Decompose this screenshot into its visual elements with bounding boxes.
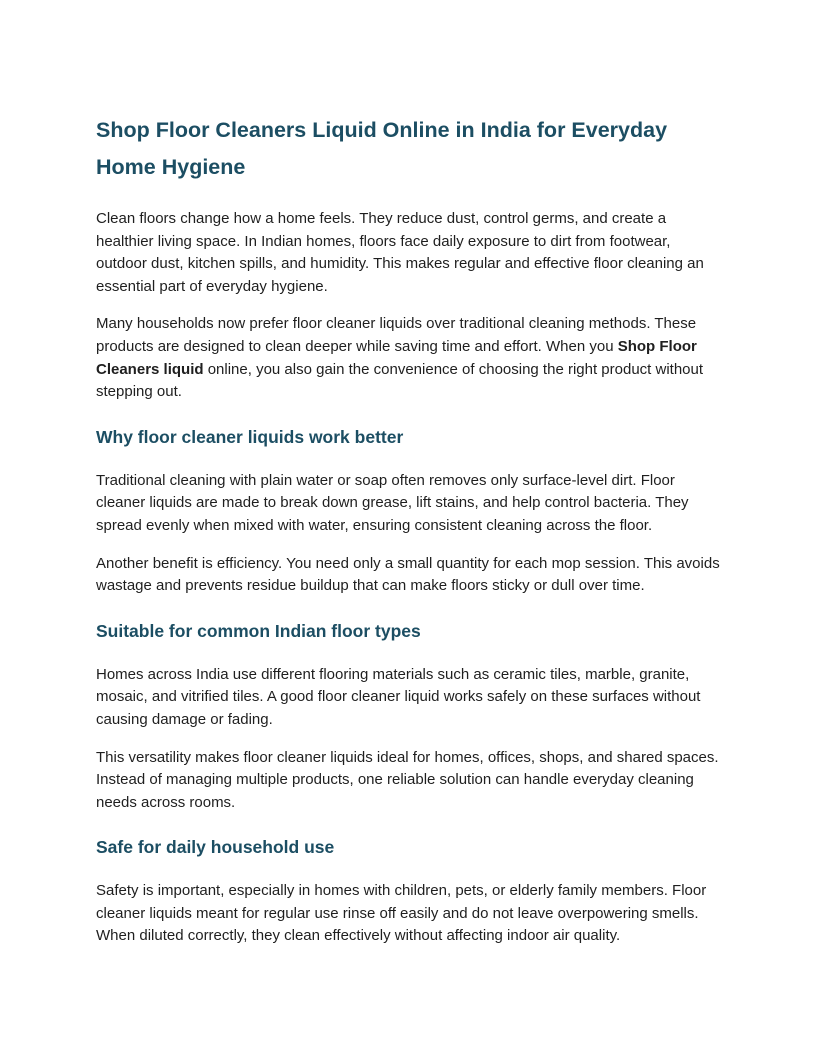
bold-text-shop-floor-cleaners-liquid: Shop Floor Cleaners liquid <box>96 337 697 378</box>
text-run: Traditional cleaning with plain water or soap often removes only surface-level dirt. Floor cleaner liquids are made to break down grease, lift stains, and help control bacteria. They spread evenly when mixed with water, ensuring consistent cleaning across the floor. <box>96 471 689 534</box>
section-heading-why-floor-cleaner-liquids-work-better: Why floor cleaner liquids work better <box>96 426 404 447</box>
section-suitable-for-common-indian-floor-types <box>96 618 720 815</box>
section-paragraph <box>96 880 720 948</box>
section-why-floor-cleaner-liquids-work-better <box>96 424 720 598</box>
text-run: Safety is important, especially in homes with children, pets, or elderly family members. Floor cleaner liquids meant for regular use rinse off easily and do not leave overpowering smells. When diluted correctly, they clean effectively without affecting indoor air quality. <box>96 882 707 945</box>
text-run: online, you also gain the convenience of choosing the right product without stepping out. <box>96 360 704 401</box>
text-run: Many households now prefer floor cleaner liquids over traditional cleaning methods. These products are designed to clean deeper while saving time and effort. When you <box>96 315 697 355</box>
text-run: Homes across India use different flooring materials such as ceramic tiles, marble, granite, mosaic, and vitrified tiles. A good floor cleaner liquid works safely on these surfaces without causing damage or fading. <box>96 665 701 728</box>
text-run: Another benefit is efficiency. You need only a small quantity for each mop session. This avoids wastage and prevents residue buildup that can make floors sticky or dull over time. <box>96 554 720 595</box>
section-heading-suitable-for-common-indian-floor-types: Suitable for common Indian floor types <box>96 620 421 641</box>
section-safe-for-daily-household-use <box>96 834 720 948</box>
text-run: Clean floors change how a home feels. They reduce dust, control germs, and create a healthier living space. In Indian homes, floors face daily exposure to dirt from footwear, outdoor dust, kitchen spills, and humidity. This makes regular and effective floor cleaning an essential part of everyday hygiene. <box>96 210 704 295</box>
section-paragraph <box>96 664 720 732</box>
document-title: Shop Floor Cleaners Liquid Online in India for Everyday Home Hygiene <box>96 118 668 179</box>
section-paragraph <box>96 747 720 815</box>
text-run: This versatility makes floor cleaner liquids ideal for homes, offices, shops, and shared spaces. Instead of managing multiple products, one reliable solution can handle everyday cleaning needs across rooms. <box>96 748 719 811</box>
intro-paragraph-1 <box>96 208 720 298</box>
intro-paragraph-2 <box>96 313 720 403</box>
section-paragraph <box>96 470 720 538</box>
section-heading-safe-for-daily-household-use: Safe for daily household use <box>96 837 335 858</box>
section-paragraph <box>96 553 720 598</box>
